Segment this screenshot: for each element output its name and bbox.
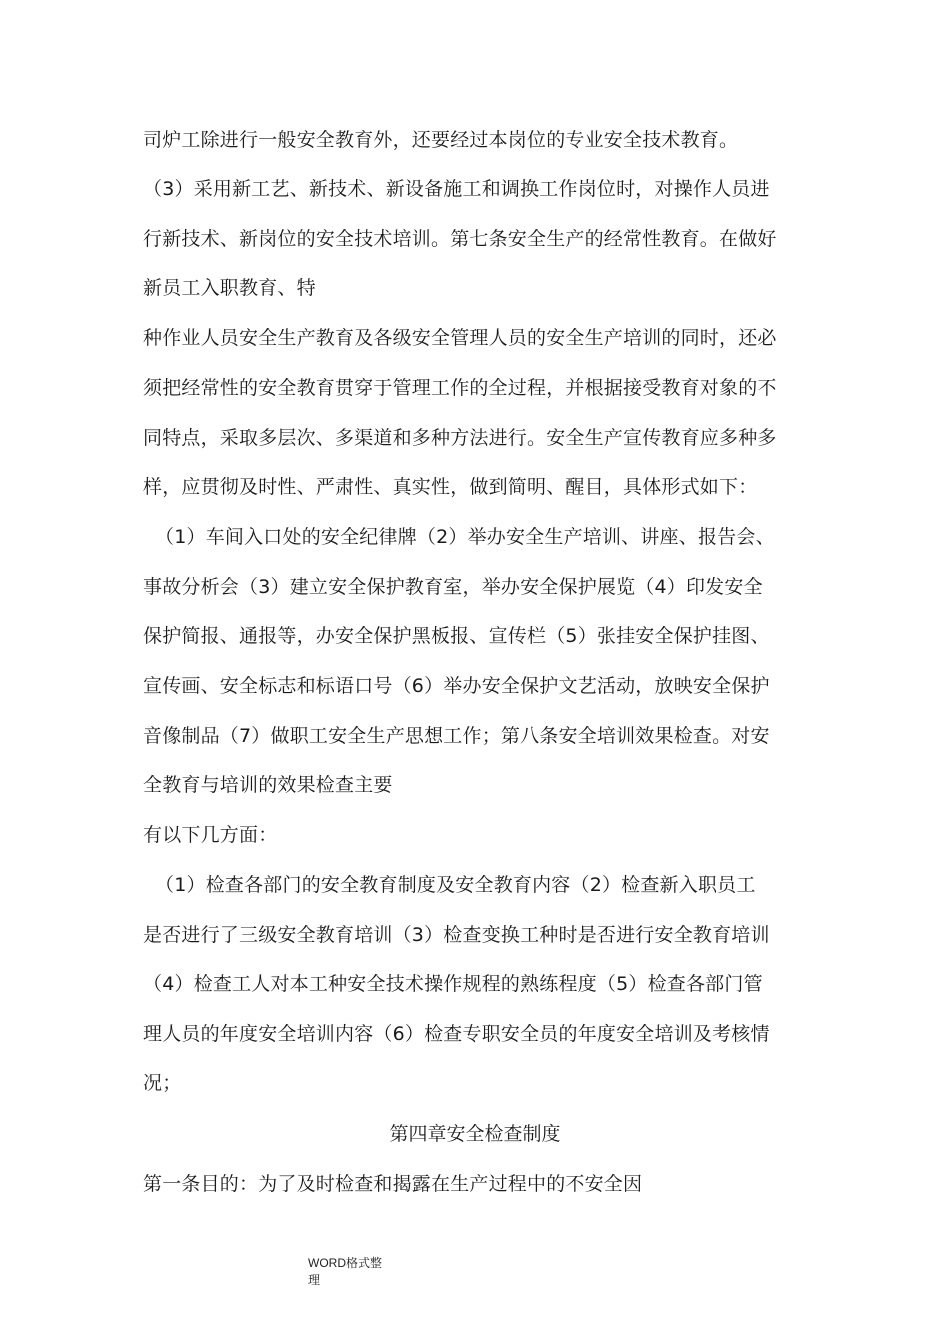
body-line-14: 全教育与培训的效果检查主要 xyxy=(143,774,393,796)
body-line-18: （4）检查工人对本工种安全技术操作规程的熟练程度（5）检查各部门管 xyxy=(143,973,763,995)
footer-line-1: WORD格式整 xyxy=(308,1256,382,1270)
body-line-9: （1）车间入口处的安全纪律牌（2）举办安全生产培训、讲座、报告会、 xyxy=(155,526,775,548)
body-line-16: （1）检查各部门的安全教育制度及安全教育内容（2）检查新入职员工 xyxy=(155,874,756,896)
body-line-last: 第一条目的：为了及时检查和揭露在生产过程中的不安全因 xyxy=(143,1173,643,1195)
body-line-4: 新员工入职教育、特 xyxy=(143,277,316,299)
body-line-12: 宣传画、安全标志和标语口号（6）举办安全保护文艺活动，放映安全保护 xyxy=(143,675,770,697)
body-line-3: 行新技术、新岗位的安全技术培训。第七条安全生产的经常性教育。在做好 xyxy=(143,228,777,250)
body-line-8: 样，应贯彻及时性、严肃性、真实性，做到简明、醒目，具体形式如下： xyxy=(143,476,758,498)
body-line-20: 况； xyxy=(143,1072,182,1094)
body-line-7: 同特点，采取多层次、多渠道和多种方法进行。安全生产宣传教育应多种多 xyxy=(143,427,777,449)
body-line-1: 司炉工除进行一般安全教育外，还要经过本岗位的专业安全技术教育。 xyxy=(143,129,739,151)
body-line-13: 音像制品（7）做职工安全生产思想工作；第八条安全培训效果检查。对安 xyxy=(143,725,770,747)
body-line-10: 事故分析会（3）建立安全保护教育室，举办安全保护展览（4）印发安全 xyxy=(143,576,763,598)
body-line-6: 须把经常性的安全教育贯穿于管理工作的全过程，并根据接受教育对象的不 xyxy=(143,377,777,399)
page-footer xyxy=(308,1255,382,1289)
body-line-2: （3）采用新工艺、新技术、新设备施工和调换工作岗位时，对操作人员进 xyxy=(143,178,770,200)
chapter-heading: 第四章安全检查制度 xyxy=(389,1123,561,1145)
body-line-17: 是否进行了三级安全教育培训（3）检查变换工种时是否进行安全教育培训 xyxy=(143,924,770,946)
body-line-5: 种作业人员安全生产教育及各级安全管理人员的安全生产培训的同时，还必 xyxy=(143,327,777,349)
footer-line-2: 理 xyxy=(308,1273,321,1287)
body-line-19: 理人员的年度安全培训内容（6）检查专职安全员的年度安全培训及考核情 xyxy=(143,1023,770,1045)
body-line-11: 保护简报、通报等，办安全保护黑板报、宣传栏（5）张挂安全保护挂图、 xyxy=(143,625,770,647)
body-line-15: 有以下几方面： xyxy=(143,824,278,846)
